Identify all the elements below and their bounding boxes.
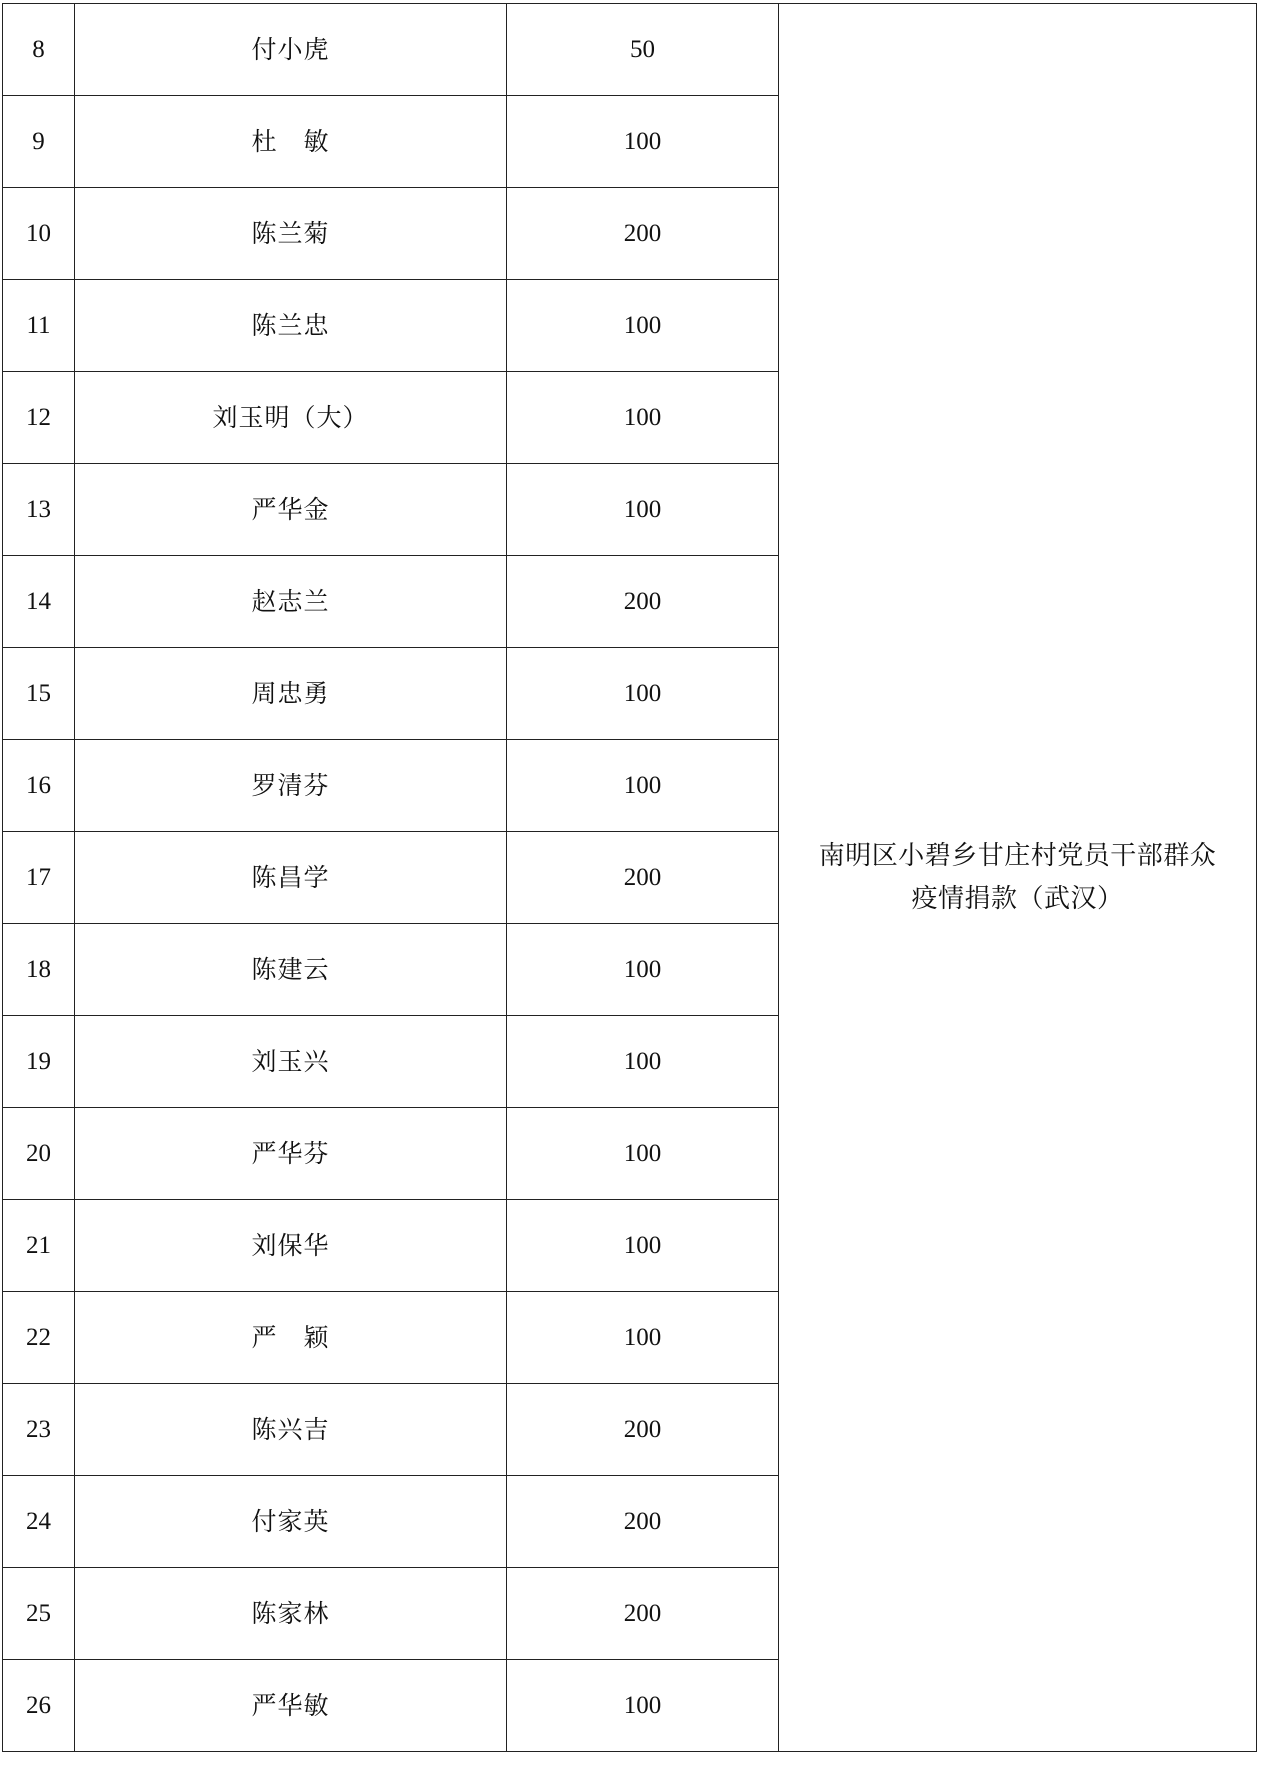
donor-name: 付小虎 — [75, 4, 507, 96]
donation-amount: 100 — [507, 1016, 779, 1108]
donation-table-body — [3, 4, 1257, 1752]
donor-name: 陈兰忠 — [75, 280, 507, 372]
row-number: 14 — [3, 556, 75, 648]
donor-name: 赵志兰 — [75, 556, 507, 648]
donation-amount: 100 — [507, 1200, 779, 1292]
donation-amount: 50 — [507, 4, 779, 96]
row-number: 23 — [3, 1384, 75, 1476]
donor-name: 陈兴吉 — [75, 1384, 507, 1476]
row-number: 9 — [3, 96, 75, 188]
donor-name: 严华芬 — [75, 1108, 507, 1200]
donation-amount: 100 — [507, 1660, 779, 1752]
row-number: 16 — [3, 740, 75, 832]
donation-amount: 100 — [507, 648, 779, 740]
donation-amount: 100 — [507, 280, 779, 372]
donation-amount: 200 — [507, 188, 779, 280]
row-number: 13 — [3, 464, 75, 556]
donor-name: 杜 敏 — [75, 96, 507, 188]
donor-name: 严 颖 — [75, 1292, 507, 1384]
donation-amount: 100 — [507, 1108, 779, 1200]
donor-name: 周忠勇 — [75, 648, 507, 740]
row-number: 25 — [3, 1568, 75, 1660]
row-number: 20 — [3, 1108, 75, 1200]
donor-name: 刘保华 — [75, 1200, 507, 1292]
donation-amount: 200 — [507, 1384, 779, 1476]
donation-amount: 100 — [507, 372, 779, 464]
table-row — [3, 4, 1257, 96]
donation-amount: 200 — [507, 556, 779, 648]
row-number: 17 — [3, 832, 75, 924]
donation-amount: 100 — [507, 740, 779, 832]
row-number: 11 — [3, 280, 75, 372]
donation-amount: 100 — [507, 96, 779, 188]
donor-name: 罗清芬 — [75, 740, 507, 832]
donor-name: 刘玉明（大） — [75, 372, 507, 464]
donor-name: 陈兰菊 — [75, 188, 507, 280]
donor-name: 刘玉兴 — [75, 1016, 507, 1108]
row-number: 15 — [3, 648, 75, 740]
donation-amount: 200 — [507, 1568, 779, 1660]
remark-cell — [779, 4, 1257, 1752]
donor-name: 严华金 — [75, 464, 507, 556]
donor-name: 严华敏 — [75, 1660, 507, 1752]
row-number: 19 — [3, 1016, 75, 1108]
row-number: 21 — [3, 1200, 75, 1292]
donation-amount: 200 — [507, 832, 779, 924]
donation-amount: 100 — [507, 924, 779, 1016]
row-number: 10 — [3, 188, 75, 280]
remark-line-2: 疫情捐款（武汉） — [911, 883, 1124, 914]
donor-name: 付家英 — [75, 1476, 507, 1568]
row-number: 24 — [3, 1476, 75, 1568]
donor-name: 陈昌学 — [75, 832, 507, 924]
donation-amount: 100 — [507, 1292, 779, 1384]
donor-name: 陈建云 — [75, 924, 507, 1016]
row-number: 22 — [3, 1292, 75, 1384]
row-number: 18 — [3, 924, 75, 1016]
donation-amount: 200 — [507, 1476, 779, 1568]
row-number: 8 — [3, 4, 75, 96]
row-number: 12 — [3, 372, 75, 464]
donation-table — [2, 3, 1257, 1752]
row-number: 26 — [3, 1660, 75, 1752]
donor-name: 陈家林 — [75, 1568, 507, 1660]
remark-line-1: 南明区小碧乡甘庄村党员干部群众 — [818, 840, 1217, 871]
donation-amount: 100 — [507, 464, 779, 556]
